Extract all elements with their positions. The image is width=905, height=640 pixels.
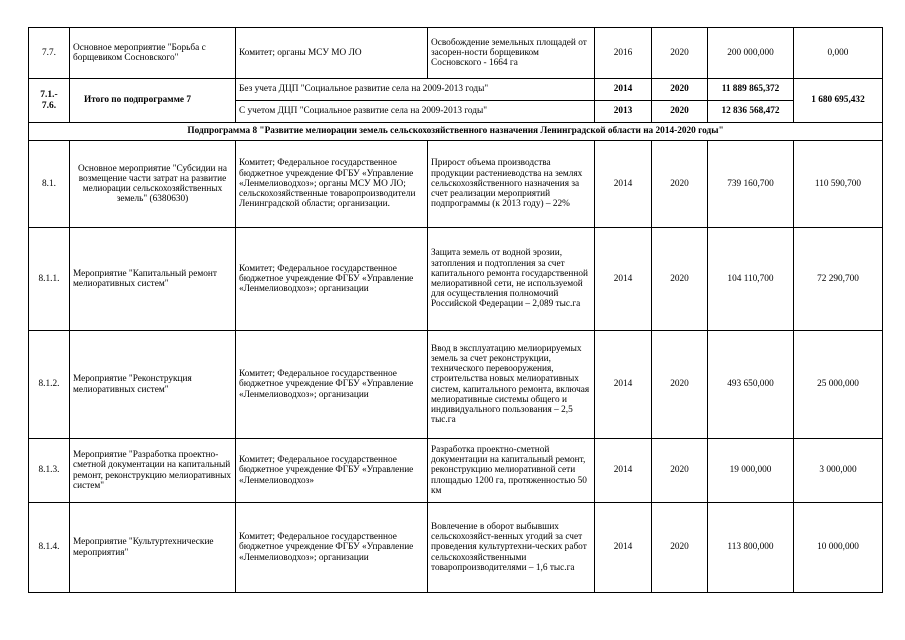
measure-name: Мероприятие "Культуртехнические мероприятия" xyxy=(70,503,236,593)
total-amount: 12 836 568,472 xyxy=(708,101,794,123)
extra-amount: 72 290,700 xyxy=(794,228,883,331)
table-row xyxy=(29,503,883,593)
executors: Комитет; Федеральное государственное бюджетное учреждение ФГБУ «Управление «Ленмелиоводхоз»; организации xyxy=(236,331,428,439)
start-year: 2014 xyxy=(595,79,652,101)
row-number: 7.1.- 7.6. xyxy=(29,79,70,123)
start-year: 2016 xyxy=(595,28,652,79)
expected-result: Разработка проектно-сметной документации на капитальный ремонт, реконструкцию мелиоративной сети площадью 1200 га, протяженностью 50 км xyxy=(428,439,595,503)
total-amount: 493 650,000 xyxy=(708,331,794,439)
start-year: 2014 xyxy=(595,331,652,439)
row-number: 8.1. xyxy=(29,141,70,228)
table-row xyxy=(29,228,883,331)
table-row xyxy=(29,331,883,439)
subtotal-basis: С учетом ДЦП "Социальное развитие села на 2009-2013 годы" xyxy=(236,101,595,123)
measure-name: Мероприятие "Разработка проектно-сметной документации на капитальный ремонт, реконструкцию мелиоративных систем" xyxy=(70,439,236,503)
start-year: 2014 xyxy=(595,141,652,228)
end-year: 2020 xyxy=(652,79,708,101)
end-year: 2020 xyxy=(652,331,708,439)
end-year: 2020 xyxy=(652,439,708,503)
start-year: 2014 xyxy=(595,439,652,503)
executors: Комитет; органы МСУ МО ЛО xyxy=(236,28,428,79)
row-number: 8.1.3. xyxy=(29,439,70,503)
subtotal-label: Итого по подпрограмме 7 xyxy=(70,79,236,123)
executors: Комитет; Федеральное государственное бюджетное учреждение ФГБУ «Управление «Ленмелиоводхоз»; организации xyxy=(236,503,428,593)
measure-name: Мероприятие "Капитальный ремонт мелиоративных систем" xyxy=(70,228,236,331)
extra-amount: 0,000 xyxy=(794,28,883,79)
table-row xyxy=(29,439,883,503)
start-year: 2014 xyxy=(595,503,652,593)
total-amount: 19 000,000 xyxy=(708,439,794,503)
measure-name: Основное мероприятие "Субсидии на возмещение части затрат на развитие мелиорации сельскохозяйственных земель" (6380630) xyxy=(70,141,236,228)
row-number: 8.1.1. xyxy=(29,228,70,331)
extra-amount: 110 590,700 xyxy=(794,141,883,228)
total-amount: 11 889 865,372 xyxy=(708,79,794,101)
end-year: 2020 xyxy=(652,141,708,228)
section-heading: Подпрограмма 8 "Развитие мелиорации земель сельскохозяйственного назначения Ленинградской области на 2014-2020 годы" xyxy=(29,123,883,141)
end-year: 2020 xyxy=(652,28,708,79)
measure-name: Основное мероприятие "Борьба с борщевиком Сосновского" xyxy=(70,28,236,79)
total-amount: 113 800,000 xyxy=(708,503,794,593)
extra-amount: 3 000,000 xyxy=(794,439,883,503)
expected-result: Освобождение земельных площадей от засорен-ности борщевиком Сосновского - 1664 га xyxy=(428,28,595,79)
end-year: 2020 xyxy=(652,503,708,593)
expected-result: Ввод в эксплуатацию мелиорируемых земель за счет реконструкции, технического перевооружения, строительства новых мелиоративных систем, капитального ремонта, включая мелиоративные системы общего и индивидуального пользования – 2,5 тыс.га xyxy=(428,331,595,439)
expected-result: Защита земель от водной эрозии, затопления и подтопления за счет капитального ремонта государственной мелиоративной сети, не используемой для осуществления полномочий Российской Федерации – 2,089 тыс.га xyxy=(428,228,595,331)
extra-amount: 1 680 695,432 xyxy=(794,79,883,123)
row-number: 8.1.2. xyxy=(29,331,70,439)
row-number: 8.1.4. xyxy=(29,503,70,593)
total-amount: 739 160,700 xyxy=(708,141,794,228)
executors: Комитет; Федеральное государственное бюджетное учреждение ФГБУ «Управление «Ленмелиоводхоз» xyxy=(236,439,428,503)
expected-result: Прирост объема производства продукции растениеводства на землях сельскохозяйственного назначения за счет реализации мероприятий подпрограммы (к 2013 году) – 22% xyxy=(428,141,595,228)
row-number: 7.7. xyxy=(29,28,70,79)
end-year: 2020 xyxy=(652,101,708,123)
table-row xyxy=(29,123,883,141)
start-year: 2014 xyxy=(595,228,652,331)
start-year: 2013 xyxy=(595,101,652,123)
measure-name: Мероприятие "Реконструкция мелиоративных систем" xyxy=(70,331,236,439)
subtotal-basis: Без учета ДЦП "Социальное развитие села на 2009-2013 годы" xyxy=(236,79,595,101)
executors: Комитет; Федеральное государственное бюджетное учреждение ФГБУ «Управление «Ленмелиоводхоз»; органы МСУ МО ЛО; сельскохозяйственные товаропроизводители Ленинградской области; организации. xyxy=(236,141,428,228)
extra-amount: 25 000,000 xyxy=(794,331,883,439)
expected-result: Вовлечение в оборот выбывших сельскохозяйст-венных угодий за счет проведения культуртехни-ческих работ сельскохозяйственными товаропроизводителями – 1,6 тыс.га xyxy=(428,503,595,593)
total-amount: 200 000,000 xyxy=(708,28,794,79)
program-table xyxy=(28,27,883,593)
extra-amount: 10 000,000 xyxy=(794,503,883,593)
end-year: 2020 xyxy=(652,228,708,331)
executors: Комитет; Федеральное государственное бюджетное учреждение ФГБУ «Управление «Ленмелиоводхоз»; организации xyxy=(236,228,428,331)
table-row xyxy=(29,28,883,79)
table-row xyxy=(29,79,883,101)
table-row xyxy=(29,141,883,228)
total-amount: 104 110,700 xyxy=(708,228,794,331)
